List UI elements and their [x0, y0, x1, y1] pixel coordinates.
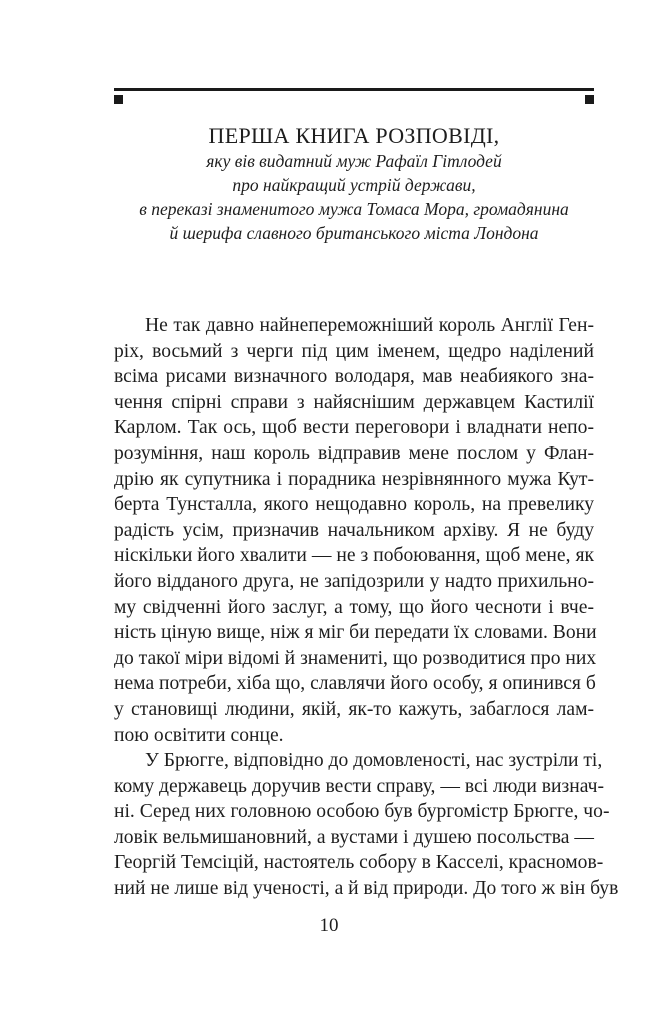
body-text — [114, 313, 619, 902]
text-line: дрію як супутника і порадника незрівнянного мужа Кут- — [114, 468, 594, 490]
text-line: ність ціную вище, ніж я міг би передати їх словами. Вони — [114, 622, 597, 644]
text-line: ловік вельмишановний, а вустами і душею посольства — — [114, 826, 594, 848]
text-line: ріх, восьмий з черги під цим іменем, щедро наділений — [114, 340, 594, 362]
right-square-ornament — [585, 95, 594, 104]
top-rule — [114, 88, 594, 91]
text-line: берта Тунсталла, якого нещодавно король, на превелику — [114, 494, 594, 516]
text-line: всіма рисами визначного володаря, мав неабиякого зна- — [114, 366, 594, 388]
text-line: кому державець доручив вести справу, — всі люди визнач- — [114, 775, 605, 797]
chapter-title: ПЕРША КНИГА РОЗПОВІДІ, — [208, 123, 500, 148]
text-line: розуміння, наш король відправив мене послом у Флан- — [114, 442, 594, 464]
text-line: ніскільки його хвалити — не з побоювання, щоб мене, як — [114, 545, 594, 567]
text-line: до такої міри відомі й знамениті, що розводитися про них — [114, 647, 597, 669]
text-line: ний не лише від ученості, а й від природи. До того ж він був — [114, 878, 619, 900]
chapter-heading — [100, 123, 608, 245]
text-line: ні. Серед них головною особою був бургомістр Брюгге, чо- — [114, 801, 610, 823]
text-line: У Брюгге, відповідно до домовленості, нас зустріли ті, — [145, 750, 603, 772]
text-line: нема потреби, хіба що, славлячи його особу, я опинився б — [114, 673, 596, 695]
left-square-ornament — [114, 95, 123, 104]
chapter-subtitle-line: про найкращий устрій держави, — [232, 175, 476, 195]
text-line: чення спірні справи з найяснішим державцем Кастилії — [114, 391, 594, 413]
text-line: Не так давно найнепереможніший король Англії Ген- — [145, 315, 594, 336]
chapter-subtitle-line: яку вів видатний муж Рафаїл Гітлодей — [206, 151, 502, 171]
text-line: му свідченні його заслуг, а тому, що його чесноти і вче- — [114, 596, 594, 618]
text-line: у становищі людини, якій, як-то кажуть, забаглося лам- — [114, 698, 594, 720]
text-line: його відданого друга, не запідозрили у надто прихильно- — [114, 570, 594, 592]
chapter-subtitle-line: в переказі знаменитого мужа Томаса Мора, громадянина — [139, 199, 569, 219]
page-number: 10 — [319, 915, 339, 936]
text-line: радість усім, призначив начальником архіву. Я не буду — [114, 519, 594, 541]
text-line: пою освітити сонце. — [114, 724, 284, 746]
text-line: Георгій Темсіцій, настоятель собору в Касселі, красномов- — [114, 852, 604, 874]
text-line: Карлом. Так ось, щоб вести переговори і владнати непо- — [114, 417, 594, 439]
chapter-subtitle-line: й шерифа славного британського міста Лондона — [169, 223, 539, 243]
